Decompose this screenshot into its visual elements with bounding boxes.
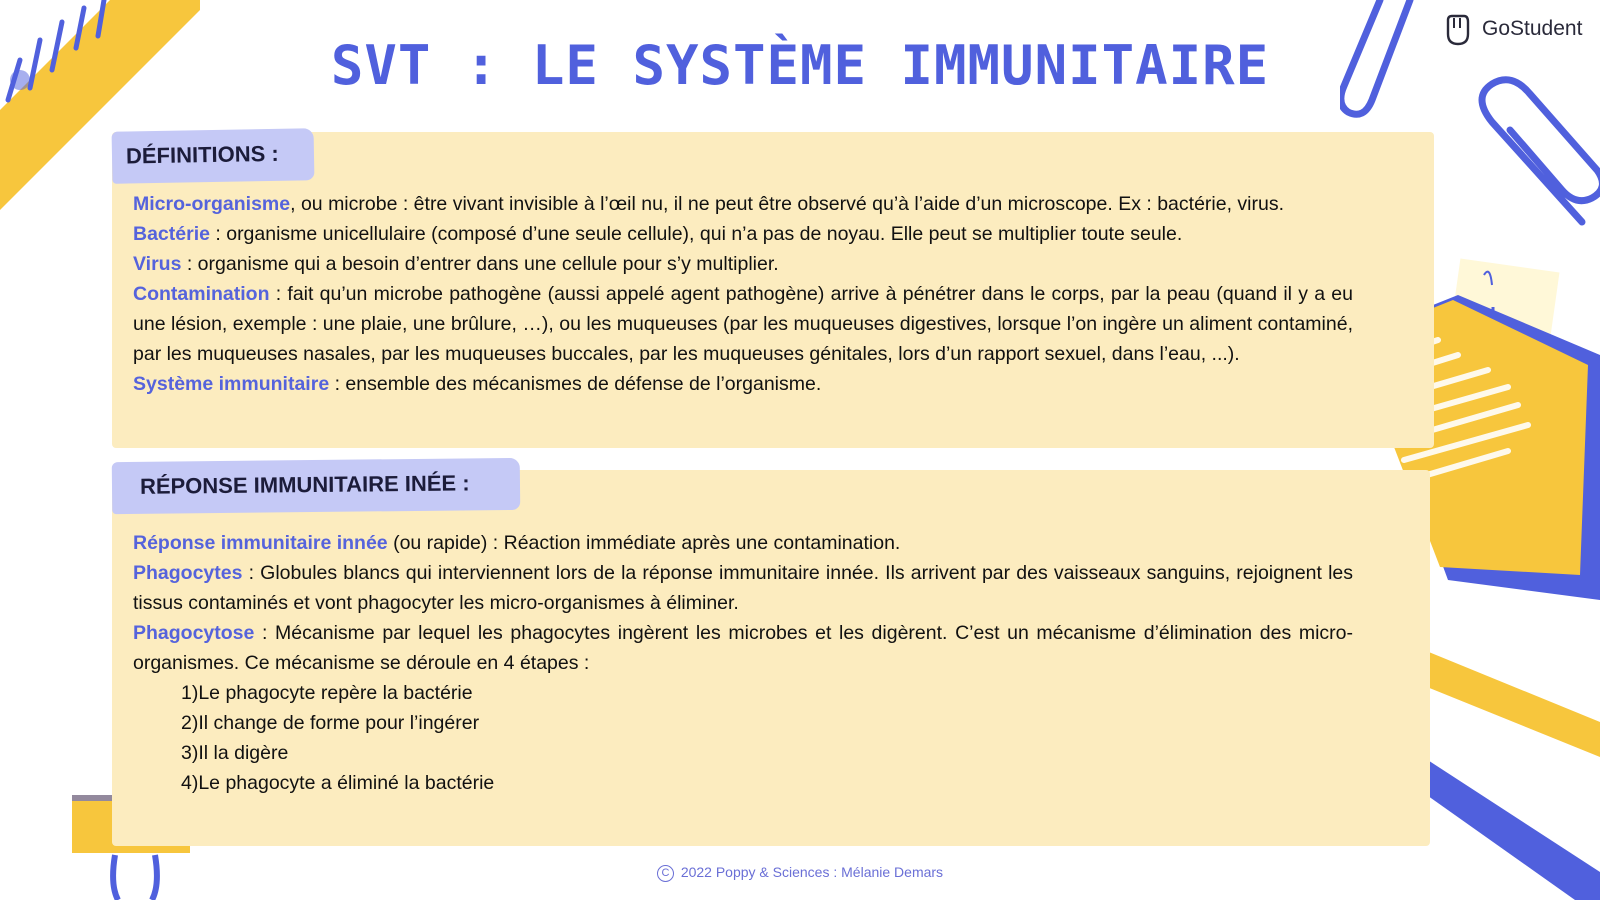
phagocytosis-step: 1)Le phagocyte repère la bactérie: [181, 682, 473, 704]
innate-response-list: [133, 528, 1353, 798]
definitions-list: [133, 189, 1353, 399]
footer-text: 2022 Poppy & Sciences : Mélanie Demars: [680, 864, 944, 880]
definition-text: : organisme qui a besoin d’entrer dans une cellule pour s’y multiplier.: [181, 253, 779, 275]
definition-term: Virus: [133, 253, 182, 275]
definition-item: [133, 369, 1353, 399]
definitions-heading: DÉFINITIONS :: [112, 128, 315, 184]
phagocytosis-step: 4)Le phagocyte a éliminé la bactérie: [181, 772, 495, 794]
definition-text: : fait qu’un microbe pathogène (aussi appelé agent pathogène) arrive à pénétrer dans le corps, par la peau (quand il y a eu une lésion, exemple : une plaie, une brûlure, …), ou les muqueuses (par les muqueuses digestives, lorsque l’on ingère un aliment contaminé, par les muqueuses nasales, par les muqueuses buccales, par les muqueuses génitales, lors d’un rapport sexuel, dans l’eau, ...).: [133, 283, 1353, 365]
definition-item: [133, 279, 1353, 369]
definition-text: , ou microbe : être vivant invisible à l’œil nu, il ne peut être observé qu’à l’aide d’un microscope. Ex : bactérie, virus.: [290, 193, 1285, 215]
footer-credit: [0, 864, 1600, 882]
definition-term: Phagocytes: [133, 562, 243, 584]
definition-term: Contamination: [133, 283, 270, 305]
definition-item: [133, 249, 1353, 279]
definition-item: [133, 189, 1353, 219]
definition-term: Bactérie: [133, 223, 210, 245]
definition-text: : Globules blancs qui interviennent lors de la réponse immunitaire innée. Ils arrivent par des vaisseaux sanguins, rejoignent les tissus contaminés et vont phagocyter les micro-organismes à éliminer.: [133, 562, 1353, 614]
definition-item: [133, 219, 1353, 249]
definition-term: Système immunitaire: [133, 373, 330, 395]
phagocytosis-step: 2)Il change de forme pour l’ingérer: [181, 712, 480, 734]
copyright-icon: C: [657, 865, 674, 882]
definition-item: [133, 618, 1353, 678]
definition-text: (ou rapide) : Réaction immédiate après une contamination.: [387, 532, 901, 554]
definition-term: Réponse immunitaire innée: [133, 532, 388, 554]
brand-logo[interactable]: [1440, 12, 1582, 46]
brand-name: GoStudent: [1482, 17, 1583, 40]
definition-text: : ensemble des mécanismes de défense de l’organisme.: [329, 373, 822, 395]
definition-term: Phagocytose: [133, 622, 255, 644]
phagocytosis-step: 3)Il la digère: [181, 742, 289, 764]
definition-item: [133, 528, 1353, 558]
page-title: SVT : LE SYSTÈME IMMUNITAIRE: [330, 34, 1270, 97]
definition-text: : Mécanisme par lequel les phagocytes ingèrent les microbes et les digèrent. C’est un mécanisme d’élimination des micro-organismes. Ce mécanisme se déroule en 4 étapes :: [133, 622, 1353, 674]
hand-logo-icon: [1440, 12, 1474, 46]
innate-response-heading: RÉPONSE IMMUNITAIRE INÉE :: [112, 458, 521, 514]
definition-item: [133, 558, 1353, 618]
definition-text: : organisme unicellulaire (composé d’une seule cellule), qui n’a pas de noyau. Elle peut se multiplier toute seule.: [209, 223, 1183, 245]
definition-term: Micro-organisme: [133, 193, 291, 215]
